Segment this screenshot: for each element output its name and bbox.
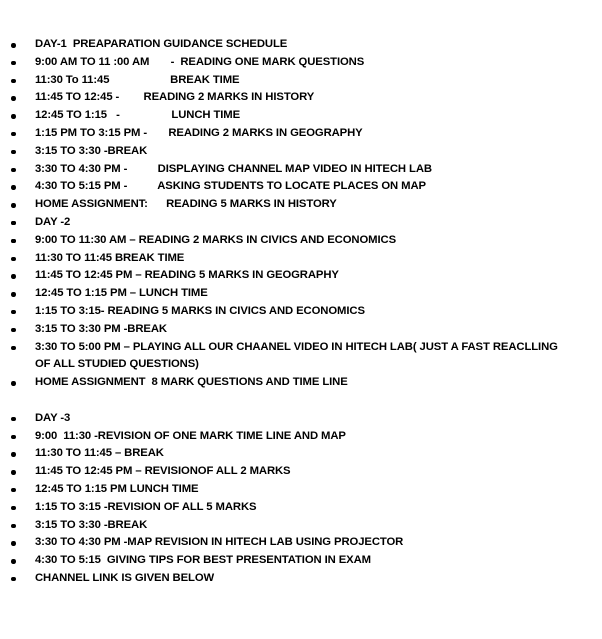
list-item-text: DAY -3 — [35, 411, 71, 424]
bullet-icon — [11, 43, 16, 48]
list-item-text: 3:30 TO 4:30 PM -MAP REVISION IN HITECH LAB USING PROJECTOR — [35, 536, 404, 549]
bullet-icon — [11, 150, 16, 155]
bullet-icon — [11, 470, 16, 475]
list-item-text: 12:45 TO 1:15 PM – LUNCH TIME — [35, 287, 208, 300]
list-item-text: 4:30 TO 5:15 GIVING TIPS FOR BEST PRESENTATION IN EXAM — [35, 554, 371, 567]
bullet-icon — [11, 292, 16, 297]
list-item — [0, 36, 602, 54]
list-item-text: HOME ASSIGNMENT 8 MARK QUESTIONS AND TIME LINE — [35, 376, 348, 389]
list-item — [0, 54, 602, 72]
list-item — [0, 463, 602, 481]
bullet-icon — [11, 559, 16, 564]
list-item — [0, 143, 602, 161]
bullet-icon — [11, 435, 16, 440]
bullet-icon — [11, 61, 16, 66]
list-item-text: 3:15 TO 3:30 -BREAK — [35, 144, 148, 157]
list-item-text: 11:45 TO 12:45 PM – READING 5 MARKS IN GEOGRAPHY — [35, 269, 339, 282]
bullet-icon — [11, 257, 16, 262]
list-item — [0, 232, 602, 250]
day1-list — [0, 36, 602, 232]
list-item-text: 1:15 TO 3:15- READING 5 MARKS IN CIVICS AND ECONOMICS — [35, 304, 365, 317]
bullet-icon — [11, 239, 16, 244]
list-item — [0, 178, 602, 196]
list-item — [0, 161, 602, 179]
list-item — [0, 125, 602, 143]
day3-list — [0, 410, 602, 588]
bullet-icon — [11, 381, 16, 386]
list-item — [0, 481, 602, 499]
list-item-text: 3:15 TO 3:30 -BREAK — [35, 518, 148, 531]
list-item — [0, 250, 602, 268]
bullet-icon — [11, 541, 16, 546]
list-item — [0, 339, 602, 375]
day2-list — [0, 232, 602, 392]
list-item-text: 9:00 AM TO 11 :00 AM - READING ONE MARK QUESTIONS — [35, 55, 365, 68]
list-item — [0, 107, 602, 125]
list-item-text: HOME ASSIGNMENT: READING 5 MARKS IN HISTORY — [35, 198, 337, 211]
section-gap — [0, 392, 602, 410]
bullet-icon — [11, 79, 16, 84]
bullet-icon — [11, 417, 16, 422]
bullet-icon — [11, 274, 16, 279]
list-item — [0, 552, 602, 570]
bullet-icon — [11, 114, 16, 119]
list-item — [0, 303, 602, 321]
bullet-icon — [11, 221, 16, 226]
list-item — [0, 72, 602, 90]
list-item-text: DAY-1 PREAPARATION GUIDANCE SCHEDULE — [35, 38, 288, 50]
list-item-text: 11:45 TO 12:45 PM – REVISIONOF ALL 2 MARKS — [35, 465, 291, 478]
bullet-icon — [11, 346, 16, 351]
bullet-icon — [11, 488, 16, 493]
list-item-text: 12:45 TO 1:15 - LUNCH TIME — [35, 109, 241, 122]
list-item-text: 11:45 TO 12:45 - READING 2 MARKS IN HISTORY — [35, 91, 315, 104]
list-item-text: 4:30 TO 5:15 PM - ASKING STUDENTS TO LOCATE PLACES ON MAP — [35, 180, 426, 193]
list-item-text: 1:15 PM TO 3:15 PM - READING 2 MARKS IN GEOGRAPHY — [35, 126, 363, 139]
list-item — [0, 196, 602, 214]
list-item-text: 1:15 TO 3:15 -REVISION OF ALL 5 MARKS — [35, 500, 257, 513]
bullet-icon — [11, 506, 16, 511]
list-item — [0, 321, 602, 339]
list-item-text: CHANNEL LINK IS GIVEN BELOW — [35, 571, 215, 584]
bullet-icon — [11, 328, 16, 333]
bullet-icon — [11, 132, 16, 137]
list-item — [0, 517, 602, 535]
bullet-icon — [11, 96, 16, 101]
bullet-icon — [11, 185, 16, 190]
list-item-text: 11:30 To 11:45 BREAK TIME — [35, 73, 240, 86]
list-item-text: 3:15 TO 3:30 PM -BREAK — [35, 322, 167, 335]
list-item — [0, 570, 602, 588]
list-item — [0, 428, 602, 446]
list-item-text: 11:30 TO 11:45 – BREAK — [35, 447, 164, 460]
bullet-icon — [11, 310, 16, 315]
list-item — [0, 499, 602, 517]
day-heading — [0, 214, 602, 232]
list-item — [0, 534, 602, 552]
list-item — [0, 445, 602, 463]
day-heading — [0, 410, 602, 428]
list-item — [0, 89, 602, 107]
list-item — [0, 374, 602, 392]
list-item-text: 9:00 11:30 -REVISION OF ONE MARK TIME LINE AND MAP — [35, 429, 346, 442]
list-item-text: 3:30 TO 5:00 PM – PLAYING ALL OUR CHAANEL VIDEO IN HITECH LAB( JUST A FAST REACLLING OF ALL STUDIED QUESTIONS) — [35, 340, 561, 371]
list-item-text: 9:00 TO 11:30 AM – READING 2 MARKS IN CIVICS AND ECONOMICS — [35, 233, 397, 246]
list-item-text: 3:30 TO 4:30 PM - DISPLAYING CHANNEL MAP VIDEO IN HITECH LAB — [35, 162, 432, 175]
list-item — [0, 267, 602, 285]
bullet-icon — [11, 452, 16, 457]
bullet-icon — [11, 577, 16, 582]
bullet-icon — [11, 168, 16, 173]
bullet-icon — [11, 524, 16, 529]
list-item-text: 12:45 TO 1:15 PM LUNCH TIME — [35, 482, 199, 495]
list-item — [0, 285, 602, 303]
list-item-text: 11:30 TO 11:45 BREAK TIME — [35, 251, 185, 264]
bullet-icon — [11, 203, 16, 208]
list-item-text: DAY -2 — [35, 215, 71, 228]
